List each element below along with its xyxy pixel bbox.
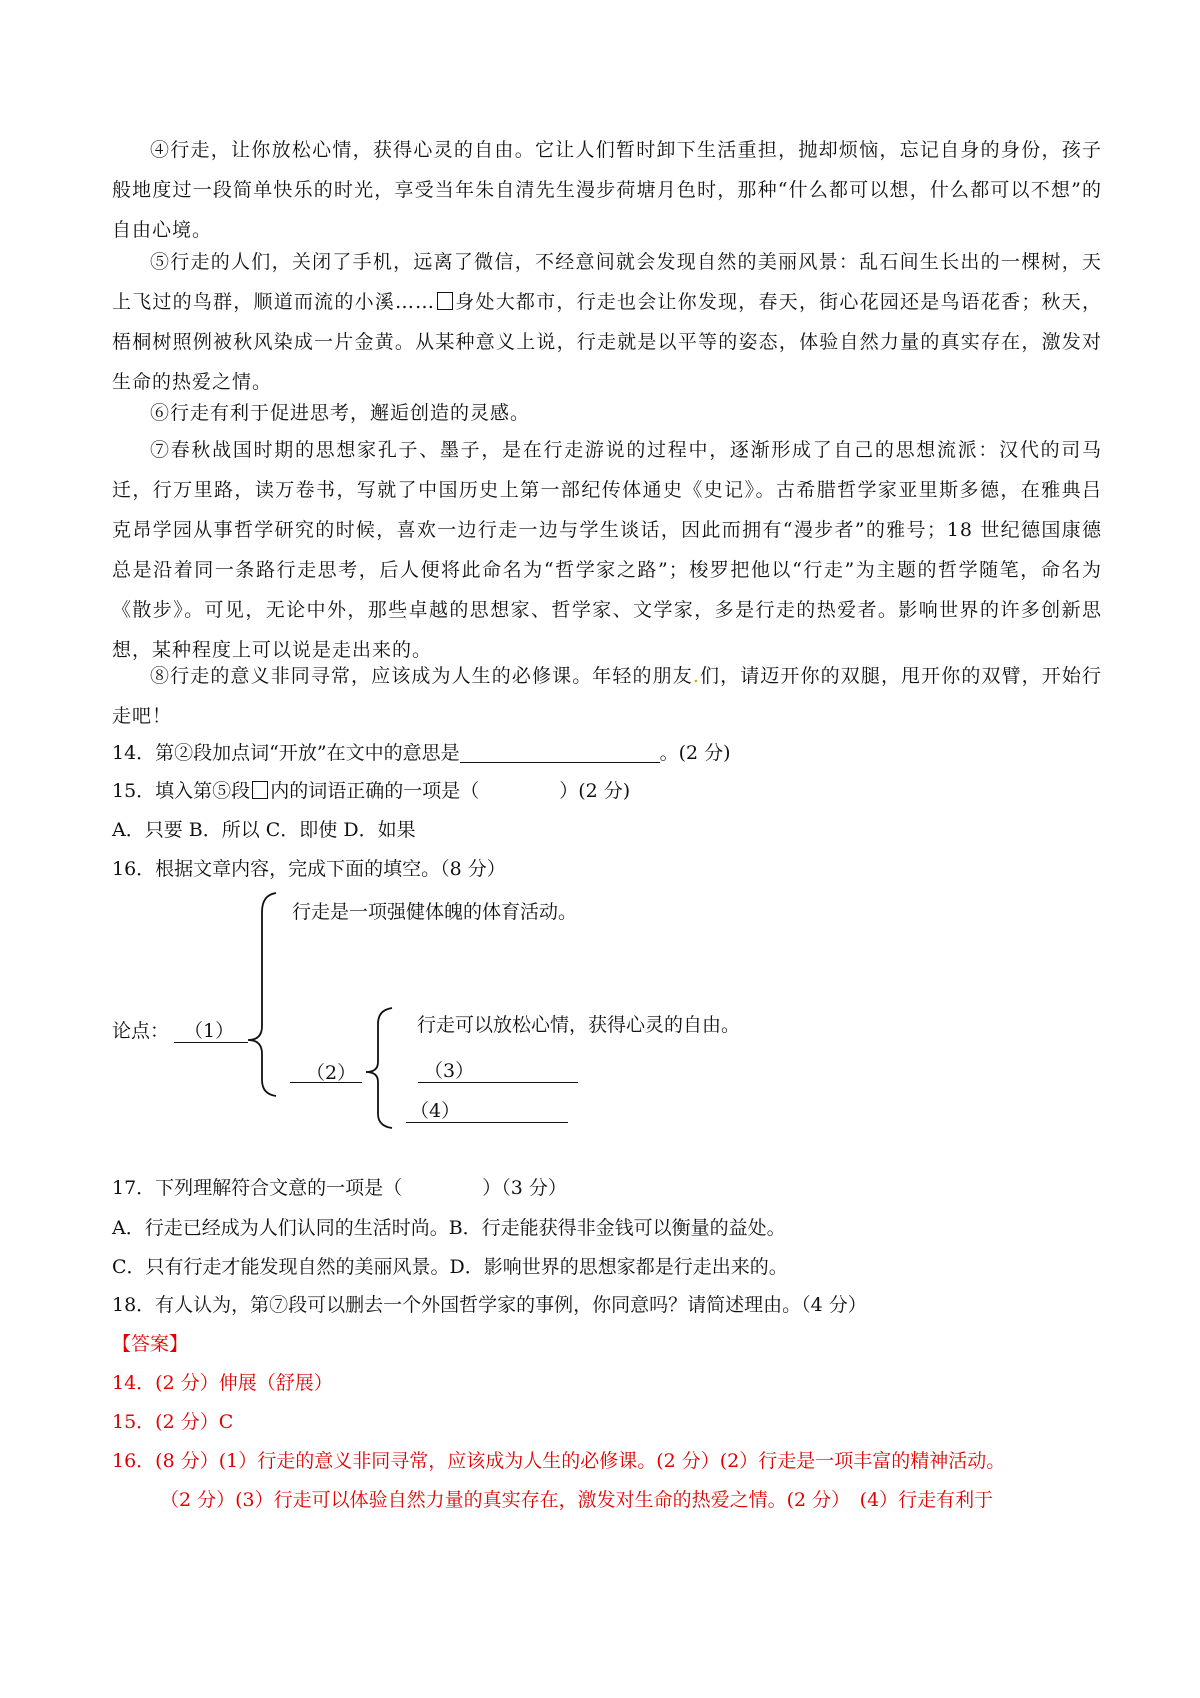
diagram-blank-4: （4） <box>410 1100 461 1122</box>
question-17-text: 17．下列理解符合文意的一项是（ <box>112 1177 403 1199</box>
answer-heading: 【答案】 <box>112 1333 189 1355</box>
diagram-underline-2 <box>290 1082 362 1083</box>
question-17-score: ）（3 分） <box>482 1177 567 1199</box>
blank-box-icon <box>252 781 268 799</box>
diagram-sub-branch-1: 行走可以放松心情，获得心灵的自由。 <box>417 1014 741 1036</box>
paragraph-7: ⑦春秋战国时期的思想家孔子、墨子，是在行走游说的过程中，逐渐形成了自己的思想流派：汉代的司马迁，行万里路，读万卷书，写就了中国历史上第一部纪传体通史《史记》。古希腊哲学家亚里斯多德，在雅典吕克昂学园从事哲学研究的时候，喜欢一边行走一边与学生谈话，因此而拥有“漫步者”的雅号；18 世纪德国康德总是沿着同一条路行走思考，后人便将此命名为“哲学家之路”；梭罗把他以“行走”为主题的哲学随笔，命名为《散步》。可见，无论中外，那些卓越的思想家、哲学家、文学家，多是行走的热爱者。影响世界的许多创新思想，某种程度上可以说是走出来的。 <box>112 439 1102 661</box>
paragraph-4: ④行走，让你放松心情，获得心灵的自由。它让人们暂时卸下生活重担，抛却烦恼，忘记自身的身份，孩子般地度过一段简单快乐的时光，享受当年朱自清先生漫步荷塘月色时，那种“什么都可以想，什么都可以不想”的自由心境。 <box>112 139 1102 241</box>
diagram-blank-3: （3） <box>424 1060 475 1082</box>
question-17-options-ab: A．行走已经成为人们认同的生活时尚。B．行走能获得非金钱可以衡量的益处。 <box>112 1217 786 1239</box>
answer-16-line-1: 16．(8 分）(1）行走的意义非同寻常，应该成为人生的必修课。(2 分）(2）行走是一项丰富的精神活动。 <box>112 1450 1006 1472</box>
question-15-text-a: 15．填入第⑤段 <box>112 780 251 802</box>
paragraph-5-part1: ⑤行走的人们，关闭了手机，远离了微信，不经意间就会发现自然的美丽风景：乱石间生长出的一棵树，天上飞过的鸟群，顺道而流的小溪…… <box>112 251 1102 313</box>
blank-box-icon <box>437 292 453 310</box>
answer-blank-14 <box>460 740 660 763</box>
question-17 <box>112 1168 1102 1208</box>
question-17-options-cd: C．只有行走才能发现自然的美丽风景。D．影响世界的思想家都是行走出来的。 <box>112 1256 788 1278</box>
answer-16-line-2: （2 分）(3）行走可以体验自然力量的真实存在，激发对生命的热爱之情。(2 分） (4）行走有利于 <box>160 1489 994 1511</box>
answer-15: 15．(2 分）C <box>112 1411 234 1433</box>
question-18: 18．有人认为，第⑦段可以删去一个外国哲学家的事例，你同意吗？请简述理由。（4 分） <box>112 1294 867 1316</box>
question-14-score: 。(2 分) <box>659 742 731 764</box>
paragraph-5 <box>112 242 1102 402</box>
paragraph-8-part1: ⑧行走的意义非同寻常，应该成为人生的必修课。年轻的朋友 <box>150 665 693 687</box>
diagram-top-branch: 行走是一项强健体魄的体育活动。 <box>292 901 578 923</box>
question-15 <box>112 771 1102 811</box>
answer-14: 14．(2 分）伸展（舒展） <box>112 1372 333 1394</box>
question-15-text-b: 内的词语正确的一项是（ <box>270 780 480 802</box>
emphasis-dot-icon: . <box>692 665 700 687</box>
question-16: 16．根据文章内容，完成下面的填空。（8 分） <box>112 858 506 880</box>
diagram-underline-1 <box>174 1042 248 1043</box>
question-15-options: A．只要 B．所以 C．即使 D．如果 <box>112 819 416 841</box>
diagram-underline-4 <box>406 1122 568 1123</box>
paragraph-8-part2: 们，请迈开你的双腿，甩开你的双臂，开始行走吧！ <box>112 665 1102 727</box>
question-14-text: 14．第②段加点词“开放”在文中的意思是 <box>112 742 460 764</box>
paragraph-5-part2: 身处大都市，行走也会让你发现，春天，街心花园还是鸟语花香；秋天，梧桐树照例被秋风染成一片金黄。从某种意义上说，行走就是以平等的姿态，体验自然力量的真实存在，激发对生命的热爱之情。 <box>112 291 1102 393</box>
diagram-underline-3 <box>418 1082 578 1083</box>
paragraph-6: ⑥行走有利于促进思考，邂逅创造的灵感。 <box>150 402 531 424</box>
paragraph-8 <box>112 656 1102 736</box>
diagram-blank-1: （1） <box>184 1020 235 1042</box>
diagram-blank-2: （2） <box>306 1062 357 1084</box>
question-15-score: ）(2 分) <box>559 780 631 802</box>
question-14 <box>112 733 1102 773</box>
diagram-label: 论点： <box>112 1020 170 1042</box>
